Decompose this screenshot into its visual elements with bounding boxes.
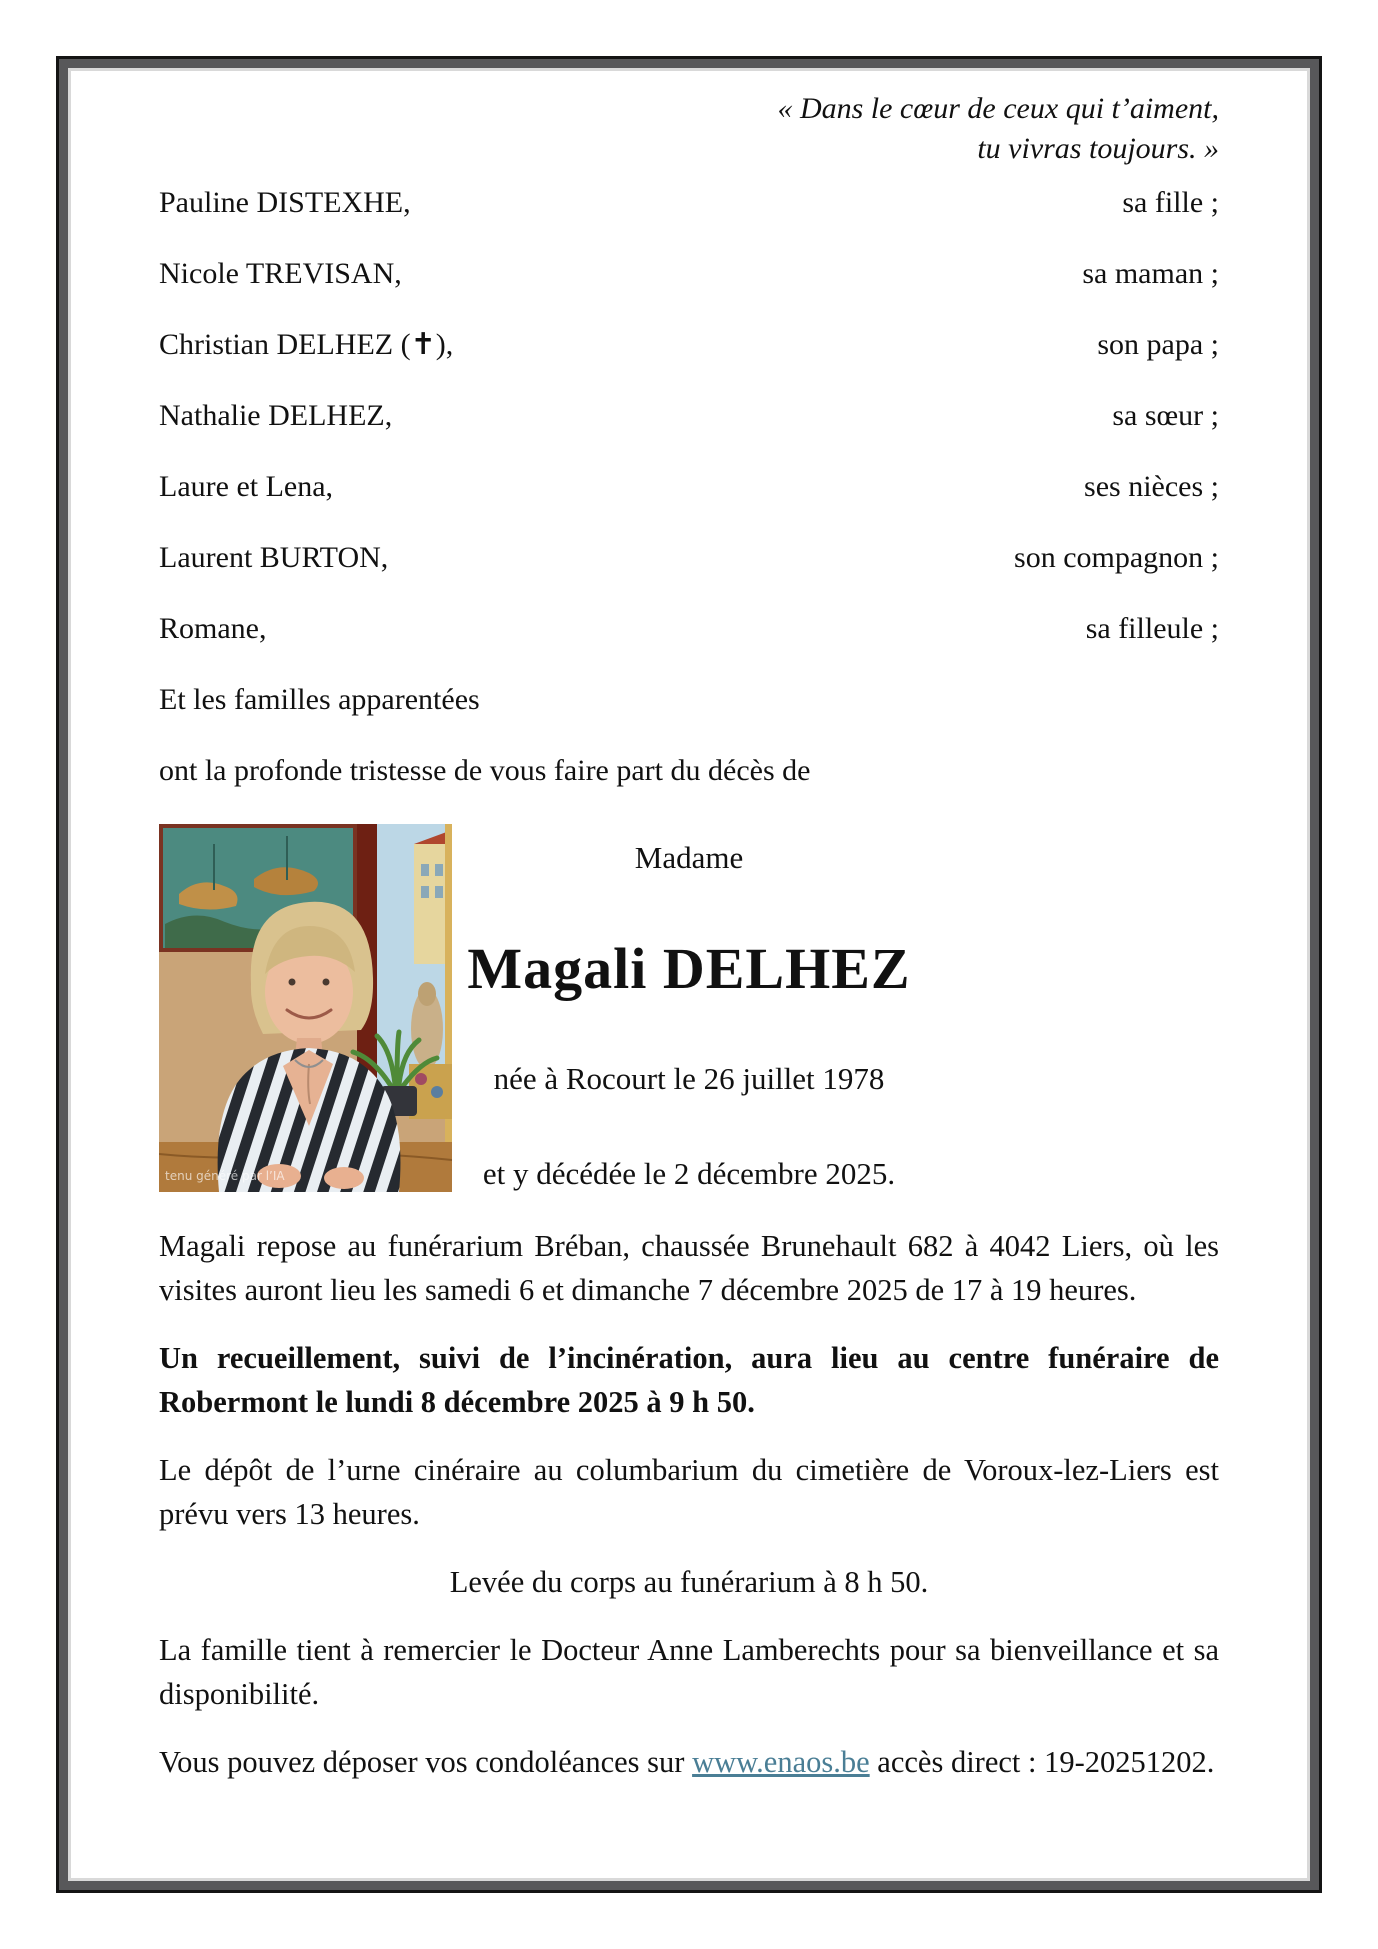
family-name: Christian DELHEZ (✝), <box>159 328 454 361</box>
family-row <box>159 469 1219 504</box>
family-name: Laurent BURTON, <box>159 541 389 574</box>
paragraph-repose: Magali repose au funérarium Bréban, chaussée Brunehault 682 à 4042 Liers, où les visites auront lieu les samedi 6 et dimanche 7 décembre 2025 de 17 à 19 heures. <box>159 1229 1219 1307</box>
family-list <box>159 185 1219 646</box>
obituary-page <box>68 68 1310 1881</box>
family-relation: sa filleule ; <box>1085 612 1219 645</box>
paragraph-recueillement: Un recueillement, suivi de l’incinération, aura lieu au centre funéraire de Robermont le lundi 8 décembre 2025 à 9 h 50. <box>159 1341 1219 1419</box>
condoleances-suffix: accès direct : 19-20251202. <box>877 1745 1215 1779</box>
family-row <box>159 185 1219 220</box>
death-line: et y décédée le 2 décembre 2025. <box>482 1156 896 1191</box>
family-name: Romane, <box>159 612 267 645</box>
paragraph-urne: Le dépôt de l’urne cinéraire au columbarium du cimetière de Voroux-lez-Liers est prévu vers 13 heures. <box>159 1453 1219 1531</box>
deceased-identity <box>159 824 1219 1192</box>
epitaph-quote-line-2: tu vivras toujours. » <box>977 132 1219 165</box>
family-relation: sa maman ; <box>1082 257 1219 290</box>
deceased-title: Madame <box>634 840 744 875</box>
family-row <box>159 398 1219 433</box>
deceased-name: Magali DELHEZ <box>467 936 911 1001</box>
family-relation: ses nièces ; <box>1084 470 1219 503</box>
page-frame-mid <box>59 59 1319 1890</box>
birth-line: née à Rocourt le 26 juillet 1978 <box>493 1061 885 1096</box>
family-relation: sa sœur ; <box>1112 399 1219 432</box>
paragraph-levee: Levée du corps au funérarium à 8 h 50. <box>449 1565 929 1599</box>
family-row <box>159 540 1219 575</box>
epitaph-quote <box>159 71 1219 169</box>
paragraph-remerciement: La famille tient à remercier le Docteur Anne Lamberechts pour sa bienveillance et sa disponibilité. <box>159 1633 1219 1711</box>
families-line: Et les familles apparentées <box>159 683 480 716</box>
epitaph-quote-line-1: « Dans le cœur de ceux qui t’aiment, <box>777 92 1219 125</box>
family-relation: son compagnon ; <box>1014 541 1219 574</box>
family-row <box>159 327 1219 362</box>
family-relation: sa fille ; <box>1122 186 1219 219</box>
family-name: Pauline DISTEXHE, <box>159 186 411 219</box>
deceased-section <box>159 824 1219 1192</box>
family-row <box>159 611 1219 646</box>
family-row <box>159 256 1219 291</box>
condoleances-prefix: Vous pouvez déposer vos condoléances sur <box>159 1745 685 1779</box>
family-relation: son papa ; <box>1097 328 1219 361</box>
paragraph-condoleances <box>159 1740 1219 1784</box>
page-frame-outer <box>56 56 1322 1893</box>
announcement-line: ont la profonde tristesse de vous faire part du décès de <box>159 754 811 787</box>
family-name: Nicole TREVISAN, <box>159 257 402 290</box>
family-name: Laure et Lena, <box>159 470 334 503</box>
enaos-link[interactable]: www.enaos.be <box>692 1745 870 1779</box>
photo-watermark: tenu généré par l’IA <box>165 1169 285 1183</box>
family-name: Nathalie DELHEZ, <box>159 399 393 432</box>
